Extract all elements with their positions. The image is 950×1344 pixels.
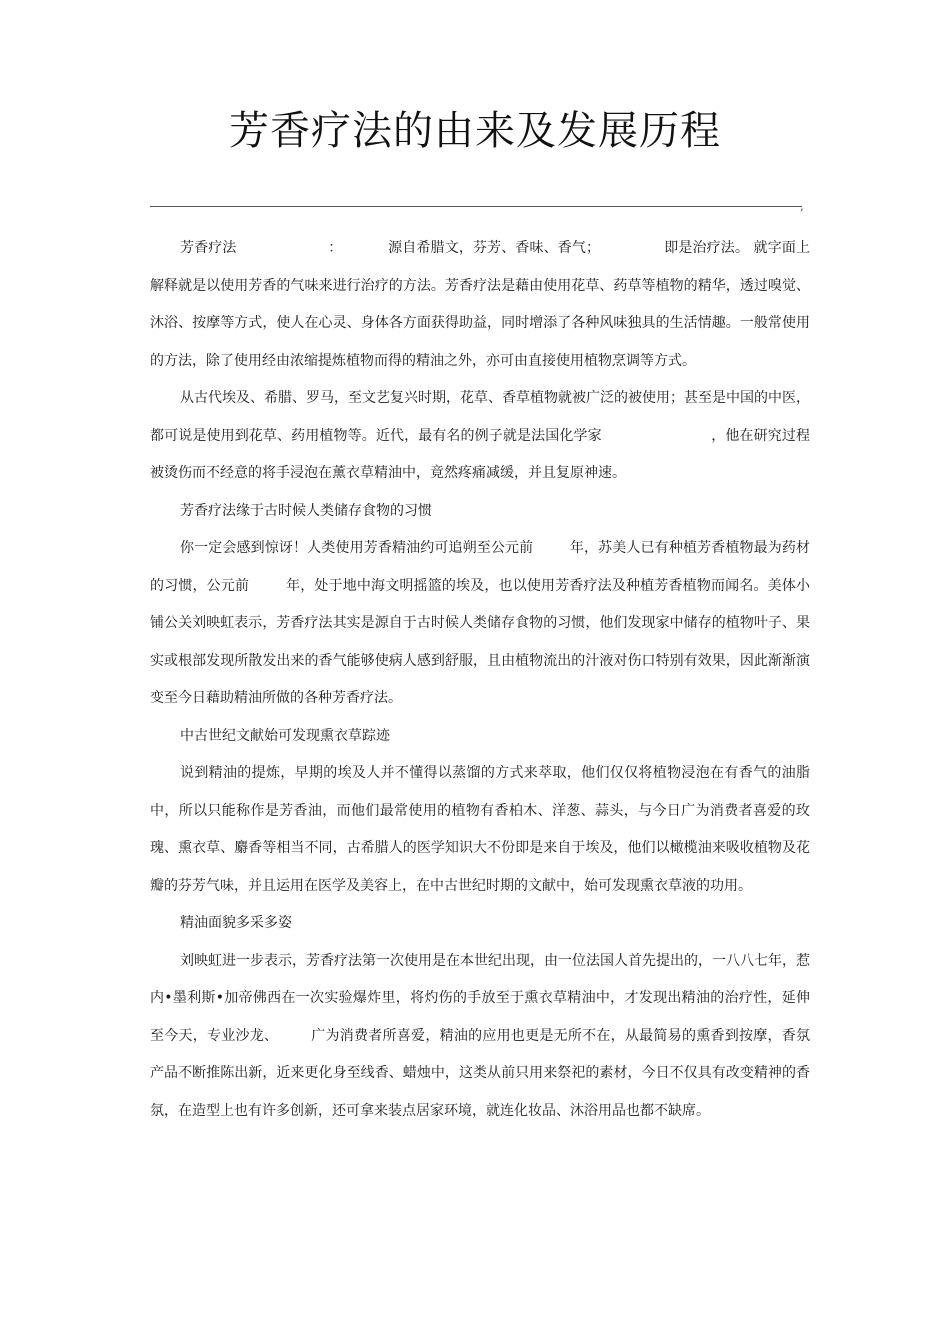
section-heading-medieval: 中古世纪文献始可发现熏衣草踪迹 — [180, 727, 390, 744]
section-heading-origin: 芳香疗法缘于古时候人类储存食物的习惯 — [180, 502, 432, 519]
paragraph-history: 从古代埃及、希腊、罗马，至文艺复兴时期，花草、香草植物就被广泛的被使用；甚至是中国的中医，都可说是使用到花草、药用植物等。近代，最有名的例子就是法国化学家 ，他在研究过程被烫伤而不经意的将手浸泡在薰衣草精油中，竟然疼痛减缓，并且复原神速。 — [150, 390, 810, 481]
paragraph-origin: 你一定会感到惊讶！人类使用芳香精油约可追朔至公元前 年，苏美人已有种植芳香植物最为药材的习惯，公元前 年，处于地中海文明摇篮的埃及，也以使用芳香疗法及种植芳香植物而闻名。美体小铺公关刘映虹表示，芳香疗法其实是源自于古时候人类储存食物的习惯，他们发现家中储存的植物叶子、果实或根部发现所散发出来的香气能够使病人感到舒服，且由植物流出的汁液对伤口特别有效果，因此渐渐演变至今日藉助精油所做的各种芳香疗法。 — [150, 540, 810, 706]
page-title: 芳香疗法的由来及发展历程 — [229, 108, 721, 154]
paragraph-intro: 芳香疗法 ： 源自希腊文，芬芳、香味、香气； 即是治疗法。 就字面上解释就是以使用芳香的气味来进行治疗的方法。芳香疗法是藉由使用花草、药草等植物的精华，透过嗅觉、沐浴、按摩等方式，使人在心灵、身体各方面获得助益，同时增添了各种风味独具的生活情趣。一般常使用的方法，除了使用经由浓缩提炼植物而得的精油之外，亦可由直接使用植物烹调等方式。 — [150, 240, 810, 369]
paragraph-medieval: 说到精油的提炼，早期的埃及人并不懂得以蒸馏的方式来萃取，他们仅仅将植物浸泡在有香气的油脂中，所以只能称作是芳香油，而他们最常使用的植物有香柏木、洋葱、蒜头，与今日广为消费者喜爱的玫瑰、熏衣草、麝香等相当不同，古希腊人的医学知识大不份即是来自于埃及，他们以橄榄油来吸收植物及花瓣的芬芳气味，并且运用在医学及美容上，在中古世纪时期的文献中，始可发现熏衣草液的功用。 — [150, 765, 810, 894]
section-heading-essential-oils: 精油面貌多采多姿 — [180, 915, 292, 931]
paragraph-essential-oils: 刘映虹进一步表示，芳香疗法第一次使用是在本世纪出现，由一位法国人首先提出的，一八八七年，惹内•墨利斯•加帝佛西在一次实验爆炸里，将灼伤的手放至于熏衣草精油中，才发现出精油的治疗性，延伸至今天，专业沙龙、 广为消费者所喜爱，精油的应用也更是无所不在，从最简易的熏香到按摩，香氛产品不断推陈出新，近来更化身至线香、蜡烛中，这类从前只用来祭祀的素材，今日不仅具有改变精神的香氛，在造型上也有许多创新，还可拿来装点居家环境，就连化妆品、沐浴用品也都不缺席。 — [150, 952, 810, 1119]
title-divider — [150, 206, 802, 207]
article-body — [150, 230, 810, 1130]
divider-mark: , — [800, 199, 804, 213]
